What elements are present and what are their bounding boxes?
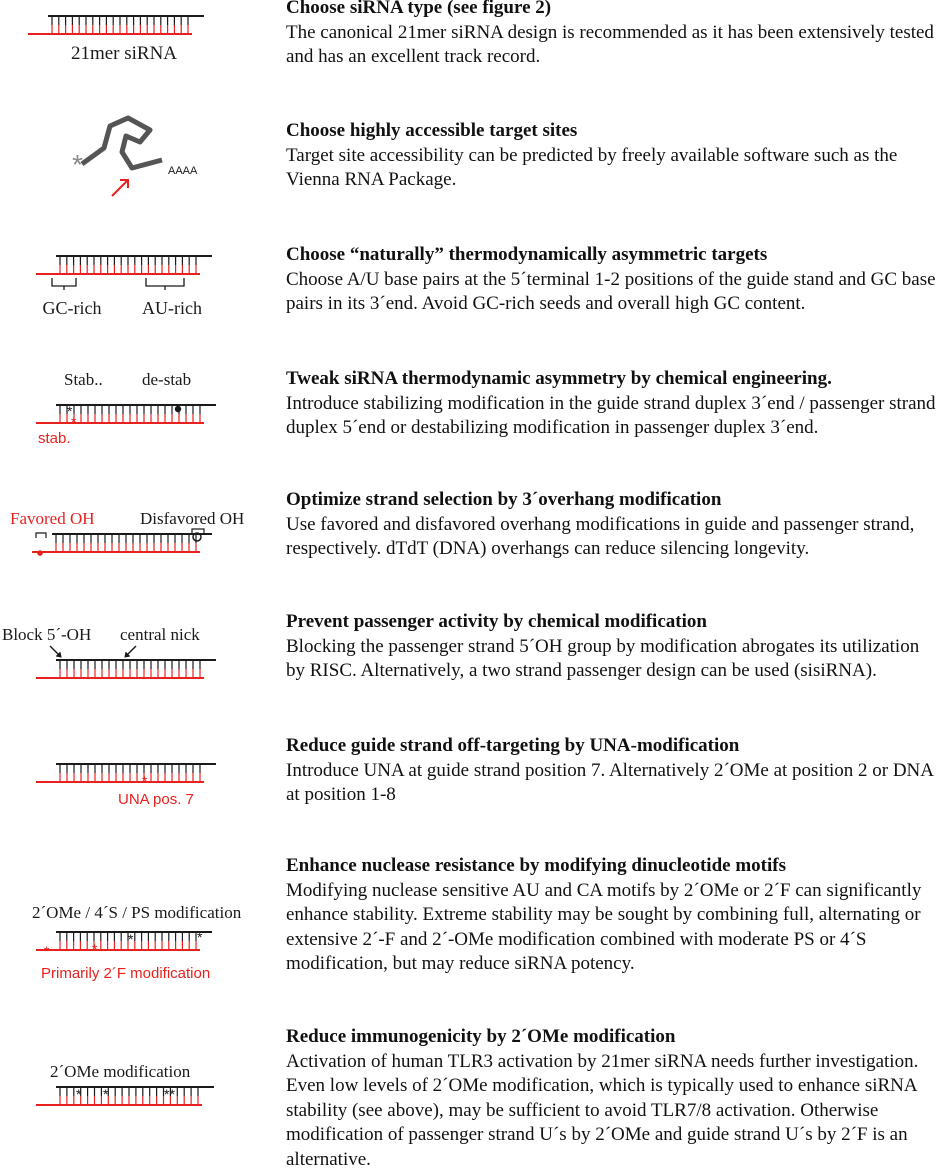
sirna-duplex xyxy=(28,16,204,34)
step-1-title: Choose siRNA type (see figure 2) xyxy=(286,0,552,18)
step-4 xyxy=(0,365,945,455)
step-9 xyxy=(0,1025,945,1174)
omethyl-mark-1-icon: * xyxy=(76,1086,82,1102)
step-1-text xyxy=(286,0,942,70)
favored-oh-label: Favored OH xyxy=(10,509,95,528)
step-7-body: Introduce UNA at guide strand position 7. Alternatively 2´OMe at position 2 or DNA at position 1-8 xyxy=(286,759,933,805)
sirna-duplex xyxy=(36,932,212,950)
rna-secondary-structure xyxy=(82,118,162,168)
step-2-body: Target site accessibility can be predicted by freely available software such as the Vienna RNA Package. xyxy=(286,144,898,190)
step-3-body: Choose A/U base pairs at the 5´terminal 1-2 positions of the guide stand and GC base pairs in its 3´end. Avoid GC-rich seeds and overall high GC content. xyxy=(286,268,936,314)
au-rich-label: AU-rich xyxy=(142,298,202,318)
step-2-title: Choose highly accessible target sites xyxy=(286,120,578,141)
omethyl-label: 2´OMe modification xyxy=(50,1062,191,1081)
immunogenicity-diagram xyxy=(0,1025,270,1174)
sirna-duplex xyxy=(36,405,216,423)
step-5-text xyxy=(286,488,942,562)
step-4-text xyxy=(286,367,942,441)
guide-stabilizing-mark-icon: * xyxy=(71,414,77,430)
overhang-selection-diagram xyxy=(0,488,270,578)
una-mark-icon: * xyxy=(142,773,148,789)
favored-oh-mark-icon xyxy=(37,550,43,556)
step-9-text xyxy=(286,1025,942,1172)
passenger-stabilizing-mark-icon: * xyxy=(67,403,73,419)
primarily-2f-label: Primarily 2´F modification xyxy=(41,965,211,982)
step-6 xyxy=(0,610,945,720)
sirna-duplex xyxy=(32,534,212,552)
step-8-title: Enhance nuclease resistance by modifying dinucleotide motifs xyxy=(286,855,786,876)
step-2-text xyxy=(286,119,942,193)
poly-a-tail-label: AAAA xyxy=(168,165,198,177)
chemical-asymmetry-diagram xyxy=(0,365,270,455)
omethyl-mark-2-icon: * xyxy=(103,1086,109,1102)
step-9-title: Reduce immunogenicity by 2´OMe modification xyxy=(286,1026,676,1047)
destabilizing-label: de-stab xyxy=(142,370,192,389)
gc-rich-bracket xyxy=(52,278,76,290)
passenger-block-diagram xyxy=(0,610,270,720)
step-5-title: Optimize strand selection by 3´overhang modification xyxy=(286,489,722,510)
step-8 xyxy=(0,854,945,994)
step-2 xyxy=(0,110,945,210)
sirna-duplex xyxy=(36,660,216,678)
step-7-text xyxy=(286,734,942,808)
omethyl-mark-3-icon: ** xyxy=(164,1086,175,1102)
una-modification-diagram xyxy=(0,734,270,814)
five-prime-cap-icon: * xyxy=(72,149,83,180)
guide-stab-label: stab. xyxy=(38,430,71,447)
step-1-body: The canonical 21mer siRNA design is recommended as it has been extensively tested and has an excellent track record. xyxy=(286,21,934,67)
step-1 xyxy=(0,0,945,80)
asymmetric-targets-diagram xyxy=(0,240,270,330)
step-6-body: Blocking the passenger strand 5´OH group by modification abrogates its utilization by RISC. Alternatively, a two strand passenger design can be used (sisiRNA). xyxy=(286,635,920,681)
disfavored-oh-label: Disfavored OH xyxy=(140,509,245,528)
rna-hairpin-diagram xyxy=(0,110,270,210)
step-8-text xyxy=(286,854,942,977)
sirna-duplex xyxy=(36,764,216,782)
step-3-text xyxy=(286,243,942,317)
gc-rich-label: GC-rich xyxy=(42,298,102,318)
step-3-title: Choose “naturally” thermodynamically asymmetric targets xyxy=(286,244,768,265)
step-4-body: Introduce stabilizing modification in the guide strand duplex 3´end / passenger strand duplex 5´end or destabilizing modification in passenger duplex 3´end. xyxy=(286,392,936,438)
sirna-21mer-diagram xyxy=(0,0,270,80)
passenger-mod-mark-icon: * xyxy=(128,931,134,947)
step-6-title: Prevent passenger activity by chemical modification xyxy=(286,611,707,632)
au-rich-bracket xyxy=(146,278,184,290)
nuclease-resistance-diagram xyxy=(0,854,270,994)
stabilizing-label: Stab.. xyxy=(64,370,103,389)
guide-mod-mark-icon: * xyxy=(92,941,98,957)
una-position-label: UNA pos. 7 xyxy=(118,791,194,808)
target-site-arrow-icon xyxy=(112,180,128,196)
step-3 xyxy=(0,240,945,330)
step-6-text xyxy=(286,610,942,684)
step-7 xyxy=(0,734,945,814)
step-9-body: Activation of human TLR3 activation by 21mer siRNA needs further investigation. Even low levels of 2´OMe modification, which is typically used to enhance siRNA stability (see above), may be sufficient to avoid TLR7/8 activation. Otherwise modification of passenger strand U´s by 2´OMe and guide strand U´s by 2´F is an alternative. xyxy=(286,1050,919,1170)
favored-oh-bracket xyxy=(36,533,46,538)
passenger-end-mark-icon: * xyxy=(197,929,203,945)
step-7-title: Reduce guide strand off-targeting by UNA-modification xyxy=(286,735,740,756)
step-8-body: Modifying nuclease sensitive AU and CA motifs by 2´OMe or 2´F can significantly enhance stability. Extreme stability may be sought by combining full, alternating or extensive 2´-F and 2´-OMe modification combined with moderate PS or 4´S modification, but may reduce siRNA potency. xyxy=(286,879,922,974)
sirna-duplex xyxy=(36,1087,214,1105)
guide-end-mark-icon: * xyxy=(44,943,50,959)
step-5 xyxy=(0,488,945,578)
step-4-title: Tweak siRNA thermodynamic asymmetry by chemical engineering. xyxy=(286,368,832,389)
omethyl-ps-label: 2´OMe / 4´S / PS modification xyxy=(32,903,242,922)
step-5-body: Use favored and disfavored overhang modifications in guide and passenger strand, respectively. dTdT (DNA) overhangs can reduce silencing longevity. xyxy=(286,513,915,559)
central-nick-label: central nick xyxy=(120,625,200,644)
sirna-duplex xyxy=(36,256,212,274)
destabilizing-mark-icon xyxy=(175,406,181,412)
label-21mer-sirna: 21mer siRNA xyxy=(70,43,178,64)
block-5-oh-label: Block 5´-OH xyxy=(2,625,92,644)
